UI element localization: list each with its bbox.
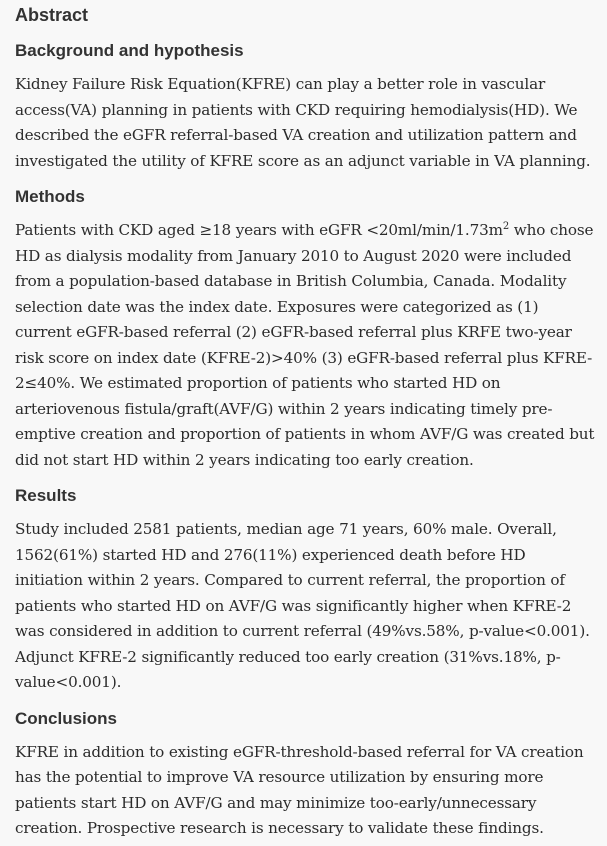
methods-text-part-1: Patients with CKD aged ≥18 years with eGFR <20ml/min/1.73m (15, 221, 503, 239)
section-heading-background: Background and hypothesis (15, 41, 244, 60)
section-body-background: Kidney Failure Risk Equation(KFRE) can play a better role in vascular access(VA) planning in patients with CKD requiring hemodialysis(HD). We described the eGFR referral-based VA creation and utilization pattern and investigated the utility of KFRE score as an adjunct variable in VA planning. (15, 75, 591, 170)
section-conclusions (15, 707, 595, 842)
section-methods (15, 185, 595, 473)
section-heading-methods: Methods (15, 187, 85, 206)
section-body-methods (15, 218, 595, 473)
section-background (15, 39, 595, 174)
section-body-results: Study included 2581 patients, median age 71 years, 60% male. Overall, 1562(61%) started HD and 276(11%) experienced death before HD initiation within 2 years. Compared to current referral, the proportion of patients who started HD on AVF/G was significantly higher when KFRE-2 was considered in addition to current referral (49%vs.58%, p-value<0.001). Adjunct KFRE-2 significantly reduced too early creation (31%vs.18%, p-value<0.001). (15, 520, 590, 691)
section-body-conclusions: KFRE in addition to existing eGFR-threshold-based referral for VA creation has the potential to improve VA resource utilization by ensuring more patients start HD on AVF/G and may minimize too-early/unnecessary creation. Prospective research is necessary to validate these findings. (15, 742, 584, 837)
methods-superscript: 2 (502, 220, 510, 232)
section-results (15, 484, 595, 696)
methods-text-part-2: who chose HD as dialysis modality from January 2010 to August 2020 were included from a population-based database in British Columbia, Canada. Modality selection date was the index date. Exposures were categorized as (1) current eGFR-based referral (2) eGFR-based referral plus KRFE two-year risk score on index date (KFRE-2)>40% (3) eGFR-based referral plus KFRE-2≤40%. We estimated proportion of patients who started HD on arteriovenous fistula/graft(AVF/G) within 2 years indicating timely pre-emptive creation and proportion of patients in whom AVF/G was created but did not start HD within 2 years indicating too early creation. (15, 221, 595, 469)
abstract-title: Abstract (15, 5, 89, 25)
section-heading-results: Results (15, 486, 77, 505)
section-heading-conclusions: Conclusions (15, 708, 118, 728)
